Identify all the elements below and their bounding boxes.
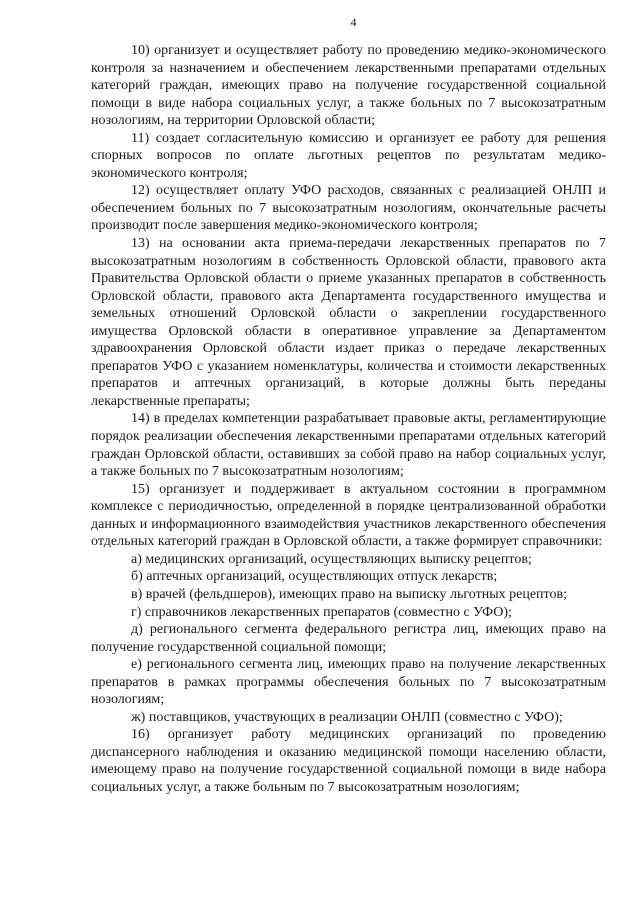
subitem-d: д) регионального сегмента федерального регистра лиц, имеющих право на получение государственной социальной помощи; bbox=[91, 622, 606, 655]
paragraph-11: 11) создает согласительную комиссию и организует ее работу для решения спорных вопросов по оплате льготных рецептов по результатам медико-экономического контроля; bbox=[91, 130, 606, 181]
subitem-zh: ж) поставщиков, участвующих в реализации ОНЛП (совместно с УФО); bbox=[131, 709, 563, 725]
subitem-e: е) регионального сегмента лиц, имеющих право на получение лекарственных препаратов в рамках программы обеспечения больных по 7 высокозатратным нозологиям; bbox=[91, 657, 606, 708]
paragraph-16: 16) организует работу медицинских организаций по проведению диспансерного наблюдения и оказанию медицинской помощи населению области, имеющему право на получение государственной социальной помощи в виде набора социальных услуг, а также больным по 7 высокозатратным нозологиям; bbox=[91, 727, 606, 795]
subitem-a: а) медицинских организаций, осуществляющих выписку рецептов; bbox=[131, 551, 532, 567]
page-number: 4 bbox=[350, 15, 357, 29]
paragraph-14: 14) в пределах компетенции разрабатывает правовые акты, регламентирующие порядок реализации обеспечения лекарственными препаратами отдельных категорий граждан Орловской области, оставивших за собой право на набор социальных услуг, а также больных по 7 высокозатратным нозологиям; bbox=[91, 411, 606, 480]
subitem-b: б) аптечных организаций, осуществляющих отпуск лекарств; bbox=[131, 569, 498, 585]
paragraph-12: 12) осуществляет оплату УФО расходов, связанных с реализацией ОНЛП и обеспечением больных по 7 высокозатратным нозологиям, окончательные расчеты производит после завершения медико-экономического контроля; bbox=[91, 183, 606, 234]
paragraph-15: 15) организует и поддерживает в актуальном состоянии в программном комплексе с периодичностью, определенной в порядке централизованной обработки данных и информационного взаимодействия участников лекарственного обеспечения отдельных категорий граждан в Орловской области, а также формирует справочники: bbox=[91, 481, 606, 550]
subitem-v: в) врачей (фельдшеров), имеющих право на выписку льготных рецептов; bbox=[131, 586, 567, 602]
subitem-g: г) справочников лекарственных препаратов (совместно с УФО); bbox=[131, 604, 512, 620]
paragraph-10: 10) организует и осуществляет работу по проведению медико-экономического контроля за назначением и обеспечением лекарственными препаратами отдельных категорий граждан, имеющих право на получение государственной социальной помощи в виде набора социальных услуг, а также больных по 7 высокозатратным нозологиям, на территории Орловской области; bbox=[91, 43, 606, 129]
paragraph-13: 13) на основании акта приема-передачи лекарственных препаратов по 7 высокозатратным нозологиям в собственность Орловской области, правового акта Правительства Орловской области о приеме указанных препаратов в собственность Орловской области, правового акта Департамента государственного имущества и земельных отношений Орловской области о закреплении государственного имущества Орловской области в оперативное управление за Департаментом здравоохранения Орловской области издает приказ о передаче лекарственных препаратов УФО с указанием номенклатуры, количества и стоимости лекарственных препаратов и аптечных организаций, в которые должны быть переданы лекарственные препараты; bbox=[91, 236, 606, 409]
